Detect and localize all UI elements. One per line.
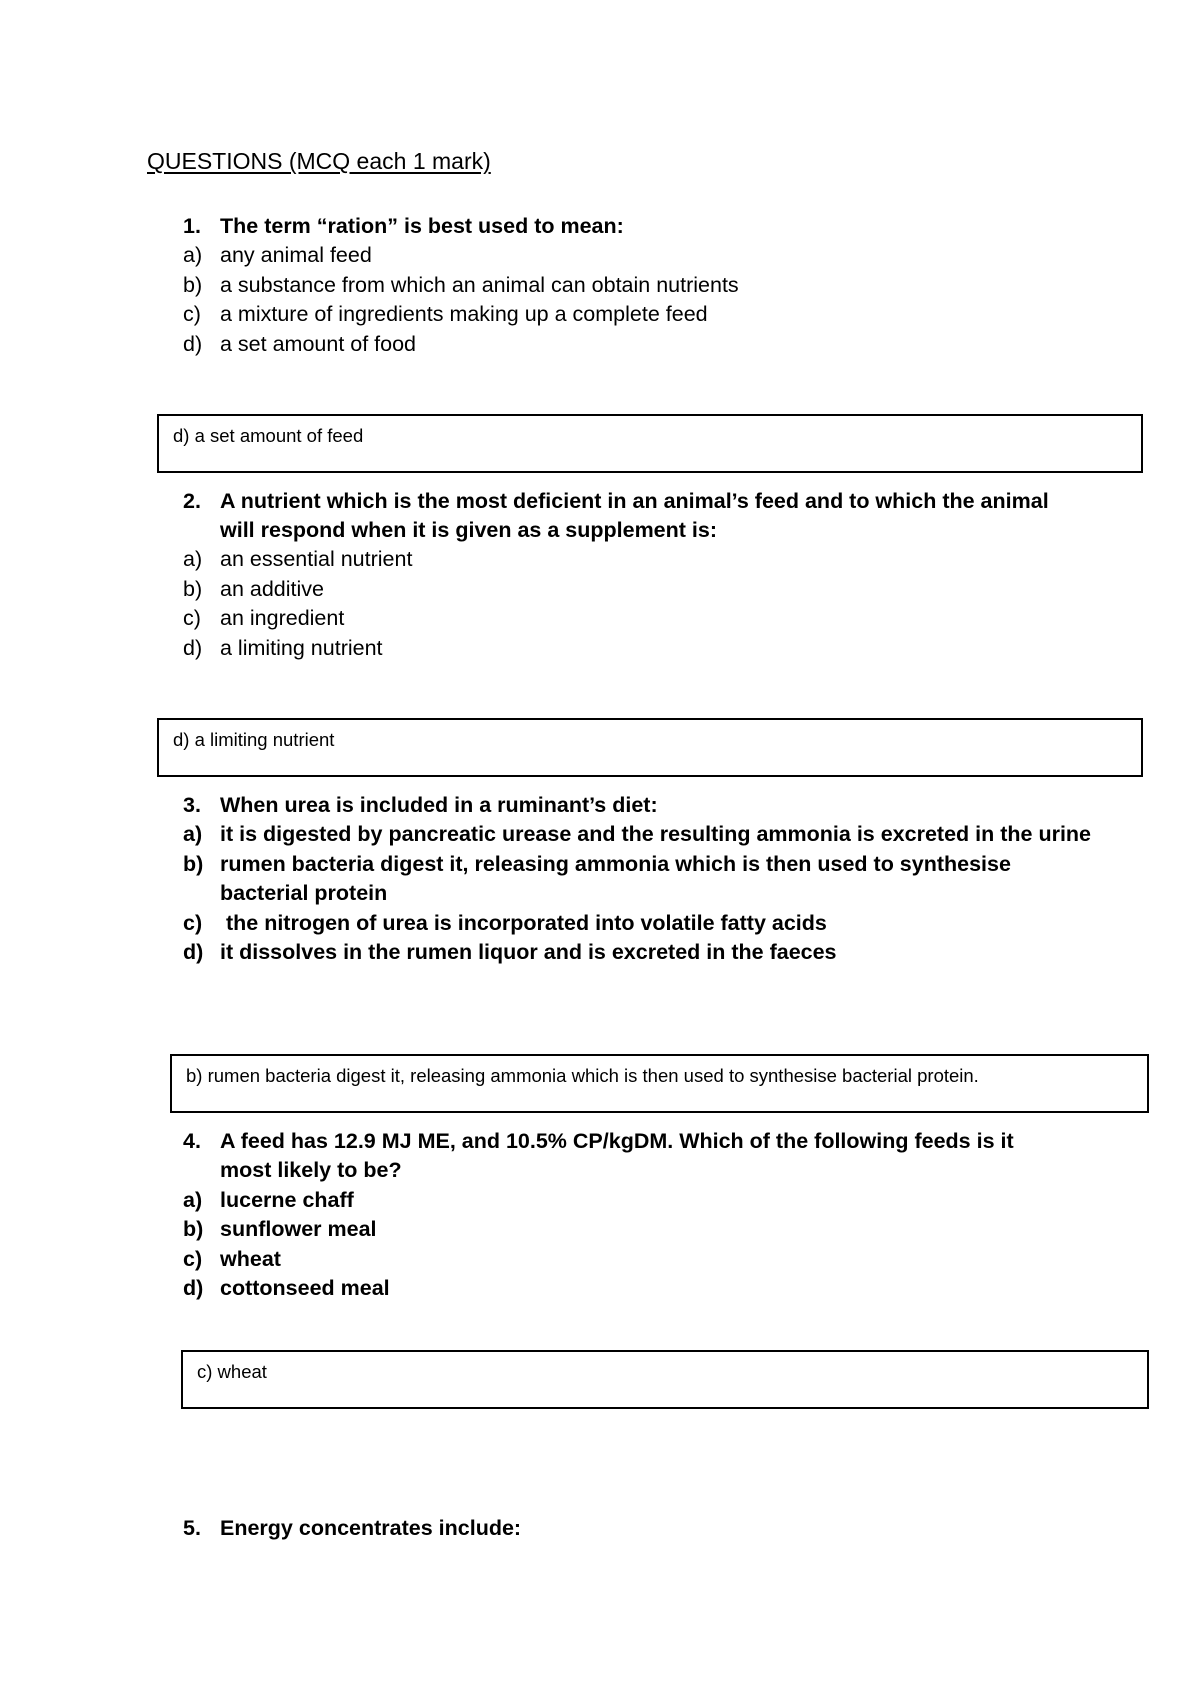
question-1-answer-box[interactable]: [157, 414, 1143, 473]
option-text: an additive: [220, 577, 324, 601]
option-text: cottonseed meal: [220, 1276, 390, 1300]
option-text: bacterial protein: [220, 881, 388, 905]
option-text: sunflower meal: [220, 1217, 377, 1241]
option-text: an ingredient: [220, 606, 345, 630]
answer-text: d) a set amount of feed: [173, 425, 364, 446]
option-text: a set amount of food: [220, 332, 417, 356]
question-number: 3.: [183, 793, 201, 817]
option-letter: d): [183, 940, 204, 964]
option-letter: c): [183, 302, 201, 326]
option-text: a mixture of ingredients making up a complete feed: [220, 302, 708, 326]
option-text: lucerne chaff: [220, 1188, 354, 1212]
option-text: wheat: [220, 1247, 281, 1271]
option-letter: b): [183, 273, 203, 297]
option-letter: b): [183, 1217, 204, 1241]
question-text: A nutrient which is the most deficient in an animal’s feed and to which the animal: [220, 489, 1049, 513]
option-letter: d): [183, 636, 203, 660]
question-text: Energy concentrates include:: [220, 1516, 522, 1540]
page-heading: QUESTIONS (MCQ each 1 mark): [147, 148, 491, 174]
option-letter: d): [183, 332, 203, 356]
option-letter: b): [183, 852, 204, 876]
option-letter: a): [183, 1188, 203, 1212]
question-text: most likely to be?: [220, 1158, 402, 1182]
option-text: any animal feed: [220, 243, 372, 267]
option-letter: b): [183, 577, 203, 601]
question-number: 1.: [183, 214, 201, 238]
question-text: The term “ration” is best used to mean:: [220, 214, 624, 238]
question-number: 2.: [183, 489, 201, 513]
option-letter: a): [183, 822, 203, 846]
answer-text: c) wheat: [197, 1361, 267, 1382]
option-letter: a): [183, 243, 203, 267]
question-number: 5.: [183, 1516, 201, 1540]
option-text: the nitrogen of urea is incorporated into volatile fatty acids: [220, 911, 827, 935]
option-text: a limiting nutrient: [220, 636, 383, 660]
question-4-answer-box[interactable]: [181, 1350, 1149, 1409]
option-text: it dissolves in the rumen liquor and is excreted in the faeces: [220, 940, 837, 964]
option-text: a substance from which an animal can obtain nutrients: [220, 273, 739, 297]
question-3-answer-box[interactable]: [170, 1054, 1149, 1113]
question-2-answer-box[interactable]: [157, 718, 1143, 777]
question-text: When urea is included in a ruminant’s diet:: [220, 793, 658, 817]
question-text: A feed has 12.9 MJ ME, and 10.5% CP/kgDM. Which of the following feeds is it: [220, 1129, 1014, 1153]
option-letter: d): [183, 1276, 204, 1300]
option-text: rumen bacteria digest it, releasing ammonia which is then used to synthesise: [220, 852, 1011, 876]
question-text: will respond when it is given as a supplement is:: [220, 518, 717, 542]
option-text: an essential nutrient: [220, 547, 413, 571]
option-letter: c): [183, 606, 201, 630]
option-letter: c): [183, 911, 203, 935]
option-letter: a): [183, 547, 203, 571]
answer-text: b) rumen bacteria digest it, releasing ammonia which is then used to synthesise bacterial protein.: [186, 1065, 979, 1086]
option-letter: c): [183, 1247, 203, 1271]
answer-text: d) a limiting nutrient: [173, 729, 335, 750]
question-number: 4.: [183, 1129, 201, 1153]
option-text: it is digested by pancreatic urease and the resulting ammonia is excreted in the urine: [220, 822, 1092, 846]
